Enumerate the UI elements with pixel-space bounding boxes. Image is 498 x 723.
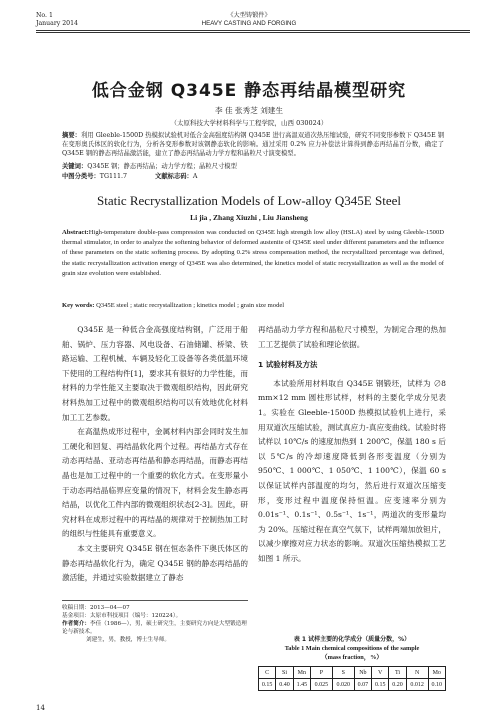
abstract-en-label: Abstract: bbox=[62, 229, 89, 236]
abstract-cn-text: 利用 Gleeble-1500D 热模拟试验机对低合金高强度结构钢 Q345E 进行高温双道次热压缩试验，研究不同变形参数下 Q345E 钢在变形奥氏体区的软化行为，分析各变形参数对该钢静态软化的影响。通过采用 0.2% 应力补偿法计算得到静态再结晶百分数，确定了 Q345E 钢的静态再结晶激活能，建立了静态再结晶动力学方程和晶粒尺寸演变模型。 bbox=[62, 132, 444, 157]
table-header-cell: S bbox=[332, 667, 354, 679]
table1-caption-en: Table 1 Main chemical compositions of the sample bbox=[284, 645, 420, 652]
table1-caption-cn: 表 1 试样主要的化学成分（质量分数，%） bbox=[293, 636, 411, 643]
table-header-cell: Si bbox=[276, 667, 293, 679]
paragraph-method: 本试验所用材料取自 Q345E 钢锻坯，试样为 ∅8 mm×12 mm 圆柱形试样，材料的主要化学成分见表 1。实验在 Gleeble-1500D 热模拟试验机上进行，采用双道次压缩试验，测试真应力-真应变曲线。试验时将试样以 10℃/s 的速度加热到 1 200℃，保温 180 s 后以 5℃/s 的冷却速度降低到各形变温度（分别为 950℃、1 000℃、1 050℃、1 100℃），保温 60 s 以保证试样内部温度的均匀，然后进行双道次压缩变形，变形过程中温度保持恒温。应变速率分别为 0.01s⁻¹、0.1s⁻¹、0.5s⁻¹、1s⁻¹，两道次的变形量均为 20%。压缩过程在真空气氛下，试样两端加放钽片，以减少摩擦对应力状态的影响。双道次压缩热模拟工艺如图 1 所示。 bbox=[258, 378, 446, 563]
footnote-author-label: 作者简介： bbox=[62, 621, 90, 627]
footnote-rule bbox=[62, 600, 248, 601]
table-header-cell: Mo bbox=[428, 667, 445, 679]
table-header-cell: N bbox=[406, 667, 428, 679]
footnote-author-text: 李佳（1986—），男，硕士研究生，主要研究方向是大型锻造理论与新技术。 bbox=[62, 621, 247, 635]
abstract-cn bbox=[62, 131, 444, 158]
table-header-cell: Ti bbox=[389, 667, 406, 679]
abstract-cn-label: 摘要： bbox=[62, 132, 82, 139]
body-right-column bbox=[258, 323, 446, 567]
clc-label: 中图分类号： bbox=[62, 173, 100, 180]
footnote-fund: 基金项目：太原市科技项目（编号：120224）。 bbox=[62, 613, 182, 619]
paragraph-intro-2: 在高温热成形过程中，金属材料内部会同时发生加工硬化和回复、再结晶软化两个过程。再结晶方式存在动态再结晶、亚动态再结晶和静态再结晶，而静态再结晶也是加工过程中的一个重要的软化方式。在变形量小于动态再结晶临界应变量的情况下，材料会发生静态再结晶，以优化工件内部的微观组织状态[2-3]。因此，研究材料在成形过程中的再结晶的规律对于控制热加工时的组织与性能具有重要意义。 bbox=[62, 427, 248, 539]
table-header-row bbox=[259, 667, 446, 679]
paper-title-cn: 低合金钢 Q345E 静态再结晶模型研究 bbox=[91, 81, 407, 101]
table-cell: 0.40 bbox=[276, 679, 293, 691]
header-rule bbox=[36, 30, 470, 31]
table-header-cell: V bbox=[372, 667, 389, 679]
table-cell: 0.10 bbox=[428, 679, 445, 691]
authors-cn: 李 佳 张秀芝 刘建生 bbox=[215, 106, 283, 115]
keywords-cn-text: Q345E 钢；静态再结晶；动力学方程；晶粒尺寸模型 bbox=[87, 163, 237, 170]
keywords-en-text: Q345E steel ; static recrystallization ; kinetics model ; grain size model bbox=[96, 302, 285, 309]
table-cell: 0.025 bbox=[310, 679, 332, 691]
footnotes bbox=[62, 604, 248, 644]
abstract-en bbox=[62, 228, 444, 279]
header-rule-2 bbox=[36, 32, 470, 33]
keywords-cn-label: 关键词： bbox=[62, 163, 88, 170]
table-row bbox=[259, 679, 446, 691]
table-cell: 0.012 bbox=[406, 679, 428, 691]
doc-code: A bbox=[192, 173, 198, 180]
table-cell: 0.15 bbox=[372, 679, 389, 691]
footnote-received: 收稿日期：2013—04—07 bbox=[62, 605, 130, 611]
keywords-cn bbox=[62, 162, 444, 171]
abstract-en-text: High-temperature double-pass compression was conducted on Q345E high strength low alloy (HSLA) steel by using Gleeble-1500D thermal stimulator, in order to analyze the softening behavior of deformed austenite of Q345E steel under different parameters and the influence of these parameters on the static softening process. By adopting 0.2% stress compensation method, the recrystallized percentage was defined, the static recrystallization activation energy of Q345E was also determined, the kinetics model of static recrystallization as well as the model of grain size evolution were established. bbox=[62, 229, 444, 277]
table1-caption-en-unit: （mass fraction，%） bbox=[321, 654, 383, 661]
table-cell: 0.020 bbox=[332, 679, 354, 691]
journal-title-en: HEAVY CASTING AND FORGING bbox=[201, 20, 297, 27]
paragraph-intro-3: 本文主要研究 Q345E 钢在恒态条件下奥氏体区的静态再结晶软化行为，确定 Q345E 钢的静态再结晶的激活能，并通过实验数据建立了静态 bbox=[62, 543, 248, 583]
table-cell: 1.45 bbox=[293, 679, 310, 691]
issue-date: January 2014 bbox=[36, 20, 78, 27]
doc-code-label: 文献标志码： bbox=[155, 173, 193, 180]
composition-table bbox=[258, 666, 446, 691]
table-cell: 0.20 bbox=[389, 679, 406, 691]
footnote-author bbox=[62, 620, 248, 636]
keywords-en-label: Key words: bbox=[62, 302, 95, 309]
paper-title-en: Static Recrystallization Models of Low-alloy Q345E Steel bbox=[97, 193, 401, 208]
keywords-en bbox=[62, 301, 444, 311]
journal-title-cn: 《大型铸锻件》 bbox=[227, 12, 271, 19]
classification-line bbox=[62, 172, 444, 181]
paragraph-intro-1: Q345E 是一种低合金高强度结构钢，广泛用于船舶、锅炉、压力容器、风电设备、石油储罐、桥梁、铁路运输、工程机械、车辆及轻化工设备等各类低温环境下使用的工程结构件[1]，要求其有很好的力学性能，而材料的力学性能又主要取决于微观组织结构，因此研究材料热加工过程中的微观组织结构可以有效地优化材料加工工艺参数。 bbox=[62, 325, 248, 422]
page-number: 14 bbox=[36, 704, 45, 712]
table-header-cell: Mn bbox=[293, 667, 310, 679]
table-header-cell: C bbox=[259, 667, 276, 679]
authors-en: Li jia , Zhang Xiuzhi , Liu Jiansheng bbox=[190, 213, 308, 222]
table-cell: 0.07 bbox=[354, 679, 371, 691]
body-left-column bbox=[62, 323, 248, 586]
issue-number: No. 1 bbox=[36, 12, 53, 19]
affiliation-cn: （太原科技大学材料科学与工程学院，山西 030024） bbox=[170, 119, 328, 127]
section-heading-1: 1 试验材料及方法 bbox=[258, 360, 318, 370]
table-header-cell: P bbox=[310, 667, 332, 679]
table1-block bbox=[258, 635, 446, 691]
paragraph-intro-continued: 再结晶动力学方程和晶粒尺寸模型，为制定合理的热加工工艺提供了试验和理论依据。 bbox=[258, 325, 446, 349]
table-header-cell: Nb bbox=[354, 667, 371, 679]
clc-code: TG111.7 bbox=[99, 173, 128, 180]
footnote-author-2: 刘建生，男，教授，博士生导师。 bbox=[86, 637, 170, 643]
table-cell: 0.15 bbox=[259, 679, 276, 691]
